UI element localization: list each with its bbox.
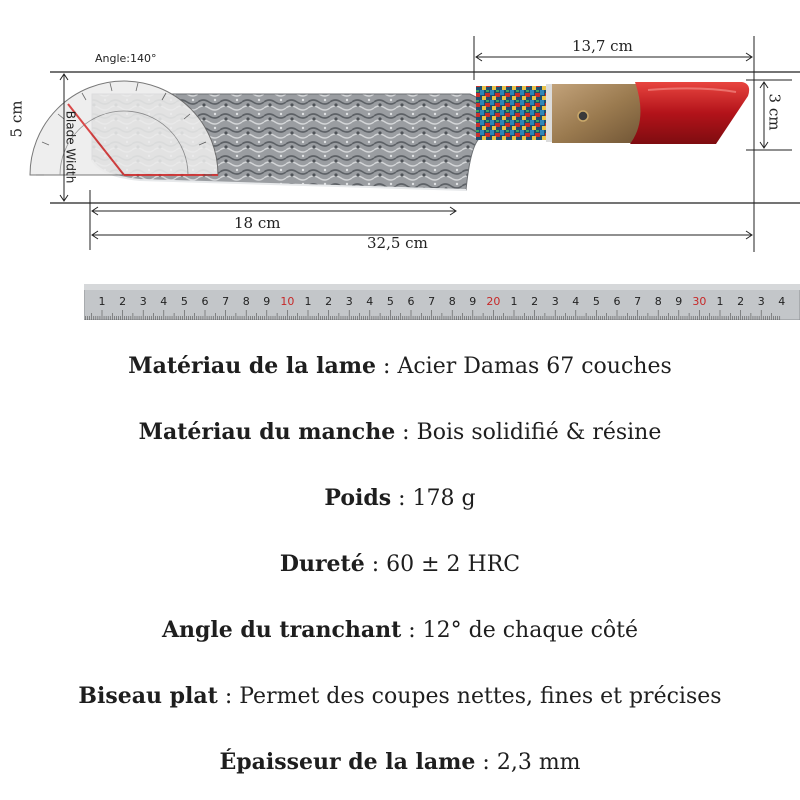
handle-height-label: 3 cm (765, 93, 784, 131)
spec-separator: : (391, 486, 413, 511)
ruler-number: 4 (366, 295, 374, 308)
ruler-number: 2 (119, 295, 127, 308)
ruler-number: 7 (222, 295, 230, 308)
spec-row (0, 682, 800, 711)
ruler-number: 1 (510, 295, 518, 308)
ruler-number: 8 (654, 295, 662, 308)
total-height-label: 5 cm (7, 100, 26, 138)
ruler-number: 9 (263, 295, 271, 308)
spec-row (0, 550, 800, 579)
spec-label: Épaisseur de la lame (219, 749, 476, 775)
handle-mosaic-section (476, 86, 550, 140)
spec-separator: : (217, 684, 240, 709)
ruler-number: 1 (304, 295, 312, 308)
ruler-number: 5 (180, 295, 188, 308)
spec-label: Dureté (279, 551, 365, 577)
knife-drawing (0, 0, 800, 330)
blade-length-label: 18 cm (234, 214, 281, 232)
total-length-label: 32,5 cm (367, 234, 428, 252)
ruler-number: 1 (716, 295, 724, 308)
spec-value: Bois solidifié & résine (416, 420, 662, 445)
ruler-number: 2 (737, 295, 745, 308)
spec-row (0, 484, 800, 513)
spec-label: Biseau plat (78, 683, 218, 709)
spec-separator: : (395, 420, 417, 445)
spec-value: 60 ± 2 HRC (386, 552, 521, 577)
ruler-number: 3 (551, 295, 559, 308)
ruler-number: 7 (634, 295, 642, 308)
angle-label: Angle:140° (95, 52, 157, 65)
spec-label: Matériau du manche (138, 419, 396, 445)
ruler-number: 6 (613, 295, 621, 308)
spec-label: Angle du tranchant (161, 617, 402, 643)
ruler-number: 4 (572, 295, 580, 308)
ruler-number: 1 (98, 295, 106, 308)
spec-label: Poids (324, 485, 392, 511)
spec-separator: : (401, 618, 423, 643)
ruler-number: 9 (469, 295, 477, 308)
handle-wood-section (552, 84, 650, 143)
ruler-number: 3 (757, 295, 765, 308)
ruler-number: 3 (345, 295, 353, 308)
knife-dimension-diagram (0, 0, 800, 330)
spec-value: 2,3 mm (496, 750, 581, 775)
handle-pin (578, 111, 588, 121)
ruler-number: 4 (160, 295, 168, 308)
ruler-number: 2 (325, 295, 333, 308)
spec-value: Acier Damas 67 couches (397, 354, 672, 379)
ruler-number: 30 (692, 295, 707, 308)
spec-value: 12° de chaque côté (422, 618, 639, 643)
ruler-number: 9 (675, 295, 683, 308)
spec-row (0, 352, 800, 381)
spec-row (0, 748, 800, 777)
measuring-ruler (84, 284, 800, 320)
ruler-number: 5 (592, 295, 600, 308)
ruler-number: 8 (242, 295, 250, 308)
ruler-number: 2 (531, 295, 539, 308)
ruler-number: 7 (428, 295, 436, 308)
spec-label: Matériau de la lame (128, 353, 377, 379)
spec-value: 178 g (412, 486, 476, 511)
ruler-number: 6 (407, 295, 415, 308)
spec-separator: : (376, 354, 398, 379)
ruler-number: 8 (448, 295, 456, 308)
ruler-number: 5 (386, 295, 394, 308)
spec-row (0, 418, 800, 447)
ruler-number: 20 (486, 295, 501, 308)
blade-width-label: Blade Width (63, 110, 78, 184)
ruler-number: 6 (201, 295, 209, 308)
handle-length-label: 13,7 cm (572, 37, 633, 55)
spec-separator: : (475, 750, 497, 775)
ruler-number: 10 (280, 295, 295, 308)
ruler-number: 3 (139, 295, 147, 308)
spec-row (0, 616, 800, 645)
spec-value: Permet des coupes nettes, fines et précises (239, 684, 722, 709)
spec-separator: : (364, 552, 387, 577)
ruler-number: 4 (778, 295, 786, 308)
